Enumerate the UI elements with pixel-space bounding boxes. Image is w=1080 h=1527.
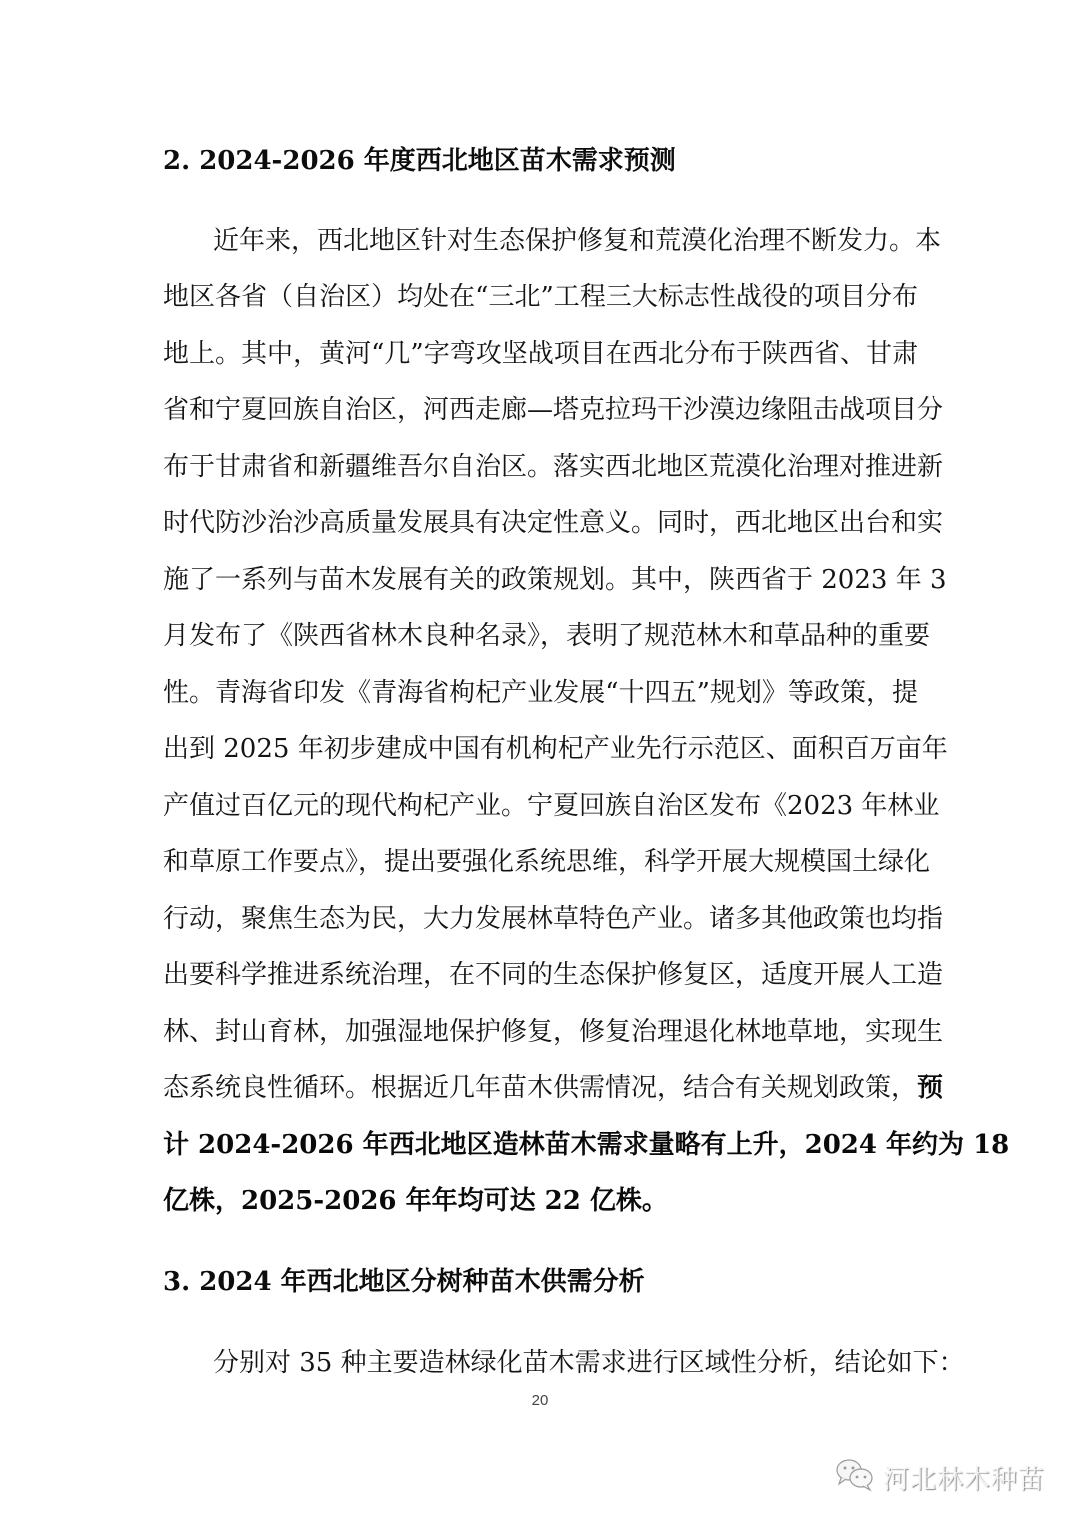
paragraph-line: 出要科学推进系统治理，在不同的生态保护修复区，适度开展人工造 (163, 960, 944, 990)
watermark (835, 1458, 1045, 1496)
watermark-text: 河北林木种苗 (883, 1464, 1046, 1495)
paragraph-line (163, 1071, 944, 1105)
forecast-line-bold: 亿株，2025-2026 年年均可达 22 亿株。 (163, 1186, 668, 1216)
paragraph-line: 施了一系列与苗木发展有关的政策规划。其中，陕西省于 2023 年 3 (163, 565, 947, 595)
section-3-heading: 3. 2024 年西北地区分树种苗木供需分析 (163, 1267, 645, 1297)
forecast-text-bold: 预 (917, 1073, 944, 1103)
paragraph-line: 地区各省（自治区）均处在“三北”工程三大标志性战役的项目分布 (163, 282, 918, 312)
paragraph-line: 行动，聚焦生态为民，大力发展林草特色产业。诸多其他政策也均指 (163, 904, 944, 934)
paragraph-line: 省和宁夏回族自治区，河西走廊—塔克拉玛干沙漠边缘阻击战项目分 (163, 395, 944, 425)
paragraph-line: 布于甘肃省和新疆维吾尔自治区。落实西北地区荒漠化治理对推进新 (163, 452, 944, 482)
page-number: 20 (531, 1392, 549, 1409)
paragraph-line: 林、封山育林，加强湿地保护修复，修复治理退化林地草地，实现生 (163, 1017, 944, 1047)
paragraph-line: 时代防沙治沙高质量发展具有决定性意义。同时，西北地区出台和实 (163, 508, 944, 538)
section-2-heading: 2. 2024-2026 年度西北地区苗木需求预测 (163, 146, 676, 176)
forecast-line-bold: 计 2024-2026 年西北地区造林苗木需求量略有上升，2024 年约为 18 (163, 1130, 1010, 1160)
paragraph-line: 性。青海省印发《青海省枸杞产业发展“十四五”规划》等政策，提 (163, 678, 918, 708)
paragraph-line: 月发布了《陕西省林木良种名录》，表明了规范林木和草品种的重要 (163, 621, 931, 651)
paragraph-line: 产值过百亿元的现代枸杞产业。宁夏回族自治区发布《2023 年林业 (163, 791, 940, 821)
paragraph-line: 出到 2025 年初步建成中国有机枸杞产业先行示范区、面积百万亩年 (163, 734, 948, 764)
wechat-icon (835, 1458, 875, 1496)
paragraph-line: 地上。其中，黄河“几”字弯攻坚战项目在西北分布于陕西省、甘肃 (163, 339, 918, 369)
paragraph-text: 态系统良性循环。根据近几年苗木供需情况，结合有关规划政策， (163, 1073, 918, 1103)
paragraph-line: 和草原工作要点》，提出要强化系统思维，科学开展大规模国土绿化 (163, 847, 931, 877)
section-3-paragraph: 分别对 35 种主要造林绿化苗木需求进行区域性分析，结论如下： (213, 1348, 965, 1378)
paragraph-line: 近年来，西北地区针对生态保护修复和荒漠化治理不断发力。本 (213, 226, 942, 256)
